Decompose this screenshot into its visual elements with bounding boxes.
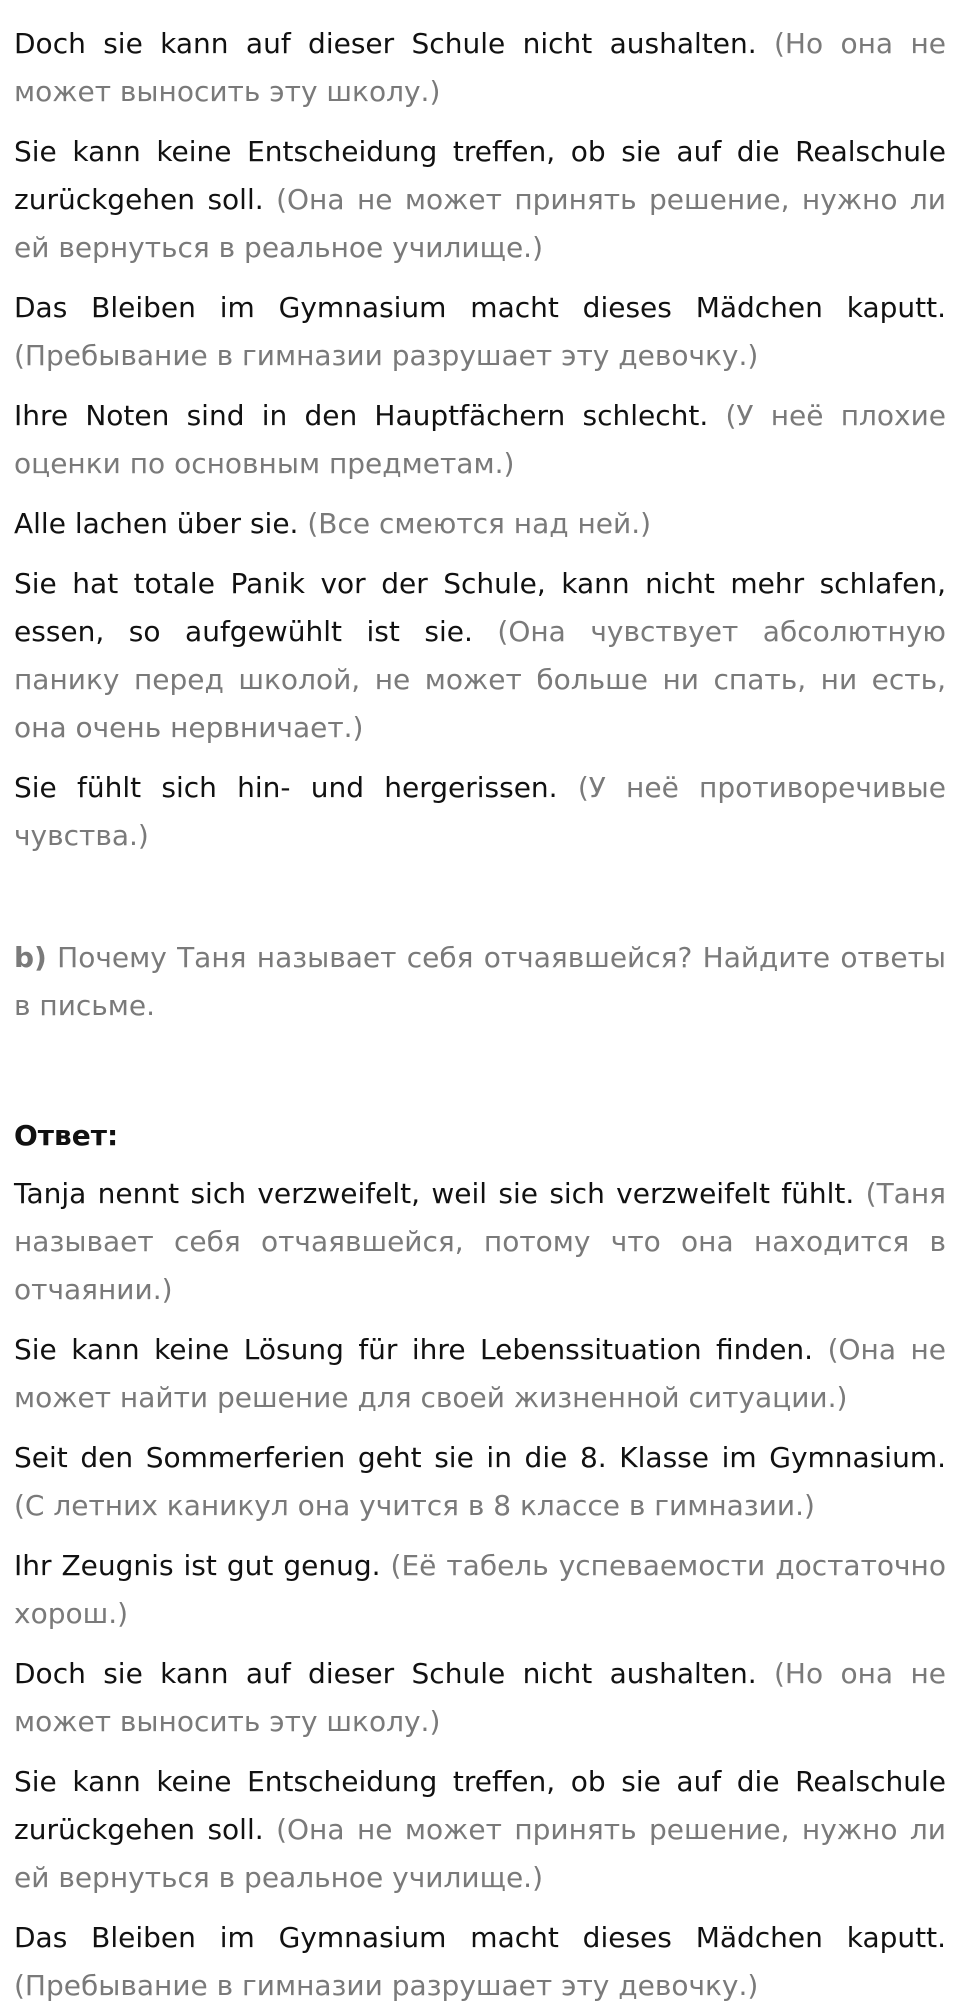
russian-translation: (Она не может принять решение, нужно ли ей вернуться в реальное училище.) — [14, 1813, 946, 1894]
russian-translation: (Она не может принять решение, нужно ли ей вернуться в реальное училище.) — [14, 183, 946, 264]
german-sentence: Sie kann keine Entscheidung treffen, ob sie auf die Realschule zurückgehen soll. — [14, 135, 946, 216]
german-sentence: Sie fühlt sich hin- und hergerissen. — [14, 771, 558, 804]
german-sentence: Doch sie kann auf dieser Schule nicht aushalten. — [14, 27, 757, 60]
sentence-pair — [14, 1434, 946, 1530]
spacer — [14, 872, 946, 934]
sentence-pair — [14, 1326, 946, 1422]
sentence-pair — [14, 1650, 946, 1746]
russian-translation: (Все смеются над ней.) — [307, 507, 652, 540]
german-sentence: Ihre Noten sind in den Hauptfächern schlecht. — [14, 399, 709, 432]
russian-translation: (Пребывание в гимназии разрушает эту девочку.) — [14, 339, 759, 372]
russian-translation: (Пребывание в гимназии разрушает эту девочку.) — [14, 1969, 759, 2002]
sentence-pair — [14, 128, 946, 272]
sentence-pair — [14, 560, 946, 752]
sentence-pair — [14, 392, 946, 488]
german-sentence: Tanja nennt sich verzweifelt, weil sie sich verzweifelt fühlt. — [14, 1177, 855, 1210]
sentence-pair — [14, 1758, 946, 1902]
german-sentence: Das Bleiben im Gymnasium macht dieses Mädchen kaputt. — [14, 291, 946, 324]
russian-translation: (У неё противоречивые чувства.) — [14, 771, 946, 852]
russian-translation: (С летних каникул она учится в 8 классе в гимназии.) — [14, 1489, 815, 1522]
sentence-pair — [14, 764, 946, 860]
task-b-question — [14, 934, 946, 1030]
german-sentence: Seit den Sommerferien geht sie in die 8. Klasse im Gymnasium. — [14, 1441, 946, 1474]
german-sentence: Ihr Zeugnis ist gut genug. — [14, 1549, 381, 1582]
task-label: b) — [14, 941, 47, 974]
russian-translation: (Таня называет себя отчаявшейся, потому что она находится в отчаянии.) — [14, 1177, 946, 1306]
sentence-pair — [14, 1542, 946, 1638]
sentence-pair — [14, 1170, 946, 1314]
sentence-pair — [14, 284, 946, 380]
answer-heading: Ответ: — [14, 1119, 119, 1152]
german-sentence: Sie kann keine Entscheidung treffen, ob sie auf die Realschule zurückgehen soll. — [14, 1765, 946, 1846]
russian-translation: (Но она не может выносить эту школу.) — [14, 27, 946, 108]
russian-translation: (Она чувствует абсолютную панику перед школой, не может больше ни спать, ни есть, она очень нервничает.) — [14, 615, 946, 744]
russian-translation: (У неё плохие оценки по основным предметам.) — [14, 399, 947, 480]
german-sentence: Alle lachen über sie. — [14, 507, 299, 540]
sentence-pair — [14, 20, 946, 116]
german-sentence: Sie kann keine Lösung für ihre Lebenssituation finden. — [14, 1333, 814, 1366]
sentence-pair — [14, 500, 946, 548]
spacer — [14, 1042, 946, 1112]
sentence-pair — [14, 1914, 946, 2002]
task-question: Почему Таня называет себя отчаявшейся? Найдите ответы в письме. — [14, 941, 947, 1022]
russian-translation: (Она не может найти решение для своей жизненной ситуации.) — [14, 1333, 946, 1414]
german-sentence: Sie hat totale Panik vor der Schule, kann nicht mehr schlafen, essen, so aufgewühlt ist sie. — [14, 567, 946, 648]
russian-translation: (Её табель успеваемости достаточно хорош.) — [14, 1549, 946, 1630]
german-sentence: Das Bleiben im Gymnasium macht dieses Mädchen kaputt. — [14, 1921, 946, 1954]
russian-translation: (Но она не может выносить эту школу.) — [14, 1657, 946, 1738]
german-sentence: Doch sie kann auf dieser Schule nicht aushalten. — [14, 1657, 757, 1690]
